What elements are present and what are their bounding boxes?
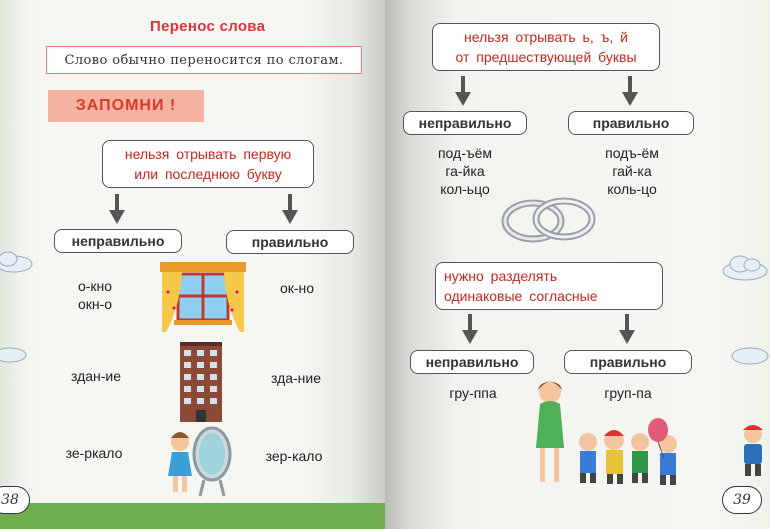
wrong-variant: зе-ркало xyxy=(65,445,123,461)
right-example: зер-кало xyxy=(265,448,323,464)
right-label: правильно xyxy=(568,111,694,135)
wrong-variant: га-йка xyxy=(445,163,485,179)
rings-illustration xyxy=(500,195,598,245)
building-illustration xyxy=(180,342,222,422)
arrow-down-icon xyxy=(622,76,638,106)
right-variant: гай-ка xyxy=(612,163,652,179)
cloud-decoration xyxy=(730,340,770,366)
arrow-down-icon xyxy=(619,314,635,344)
right-example: груп-па xyxy=(604,385,652,401)
remember-banner: ЗАПОМНИ ! xyxy=(48,90,204,122)
right-variant: подъ-ём xyxy=(605,145,659,161)
wrong-variant: окн-о xyxy=(77,296,113,312)
rule-line-2: или последнюю букву xyxy=(134,166,282,182)
wrong-variant: о-кно xyxy=(77,278,113,294)
wrong-label: неправильно xyxy=(403,111,527,135)
rule-line-1: нельзя отрывать ь, ъ, й xyxy=(464,29,628,45)
cloud-decoration xyxy=(0,248,34,274)
right-label: правильно xyxy=(226,230,354,254)
rule-line-1: нужно разделять xyxy=(444,268,558,284)
boy-with-cap-illustration xyxy=(735,420,770,480)
arrow-down-icon xyxy=(109,194,125,224)
wrong-label: неправильно xyxy=(54,229,182,253)
wrong-example: гру-ппа xyxy=(449,385,497,401)
right-word-list xyxy=(592,144,672,198)
wrong-variant: кол-ьцо xyxy=(440,181,490,197)
mirror-illustration xyxy=(164,424,234,502)
rule-line-1: нельзя отрывать первую xyxy=(124,146,292,162)
cloud-decoration xyxy=(0,340,28,364)
rule-box-double-consonants xyxy=(435,262,663,310)
wrong-label: неправильно xyxy=(410,350,534,374)
wrong-example xyxy=(54,444,134,462)
right-example: ок-но xyxy=(279,280,315,296)
bottom-grass-strip xyxy=(0,503,385,529)
page-title: Перенос слова xyxy=(150,18,266,35)
window-illustration xyxy=(160,262,246,338)
rule-statement: Слово обычно переносится по слогам. xyxy=(46,46,362,74)
wrong-example xyxy=(60,277,130,313)
wrong-example xyxy=(56,367,136,385)
wrong-word-list xyxy=(425,144,505,198)
right-variant: коль-цо xyxy=(607,181,657,197)
teacher-with-children-illustration xyxy=(530,378,690,494)
wrong-variant: здан-ие xyxy=(70,368,122,384)
arrow-down-icon xyxy=(455,76,471,106)
wrong-variant: под-ъём xyxy=(437,145,493,161)
rule-box-soft-hard-sign xyxy=(432,23,660,71)
page-number: 39 xyxy=(722,486,762,514)
right-example: зда-ние xyxy=(270,370,322,386)
page-number: 38 xyxy=(0,486,30,514)
cloud-decoration xyxy=(720,252,770,282)
right-label: правильно xyxy=(564,350,692,374)
arrow-down-icon xyxy=(282,194,298,224)
rule-box-first-last-letter xyxy=(102,140,314,188)
arrow-down-icon xyxy=(462,314,478,344)
rule-line-2: одинаковые согласные xyxy=(444,288,598,304)
rule-line-2: от предшествующей буквы xyxy=(455,49,637,65)
